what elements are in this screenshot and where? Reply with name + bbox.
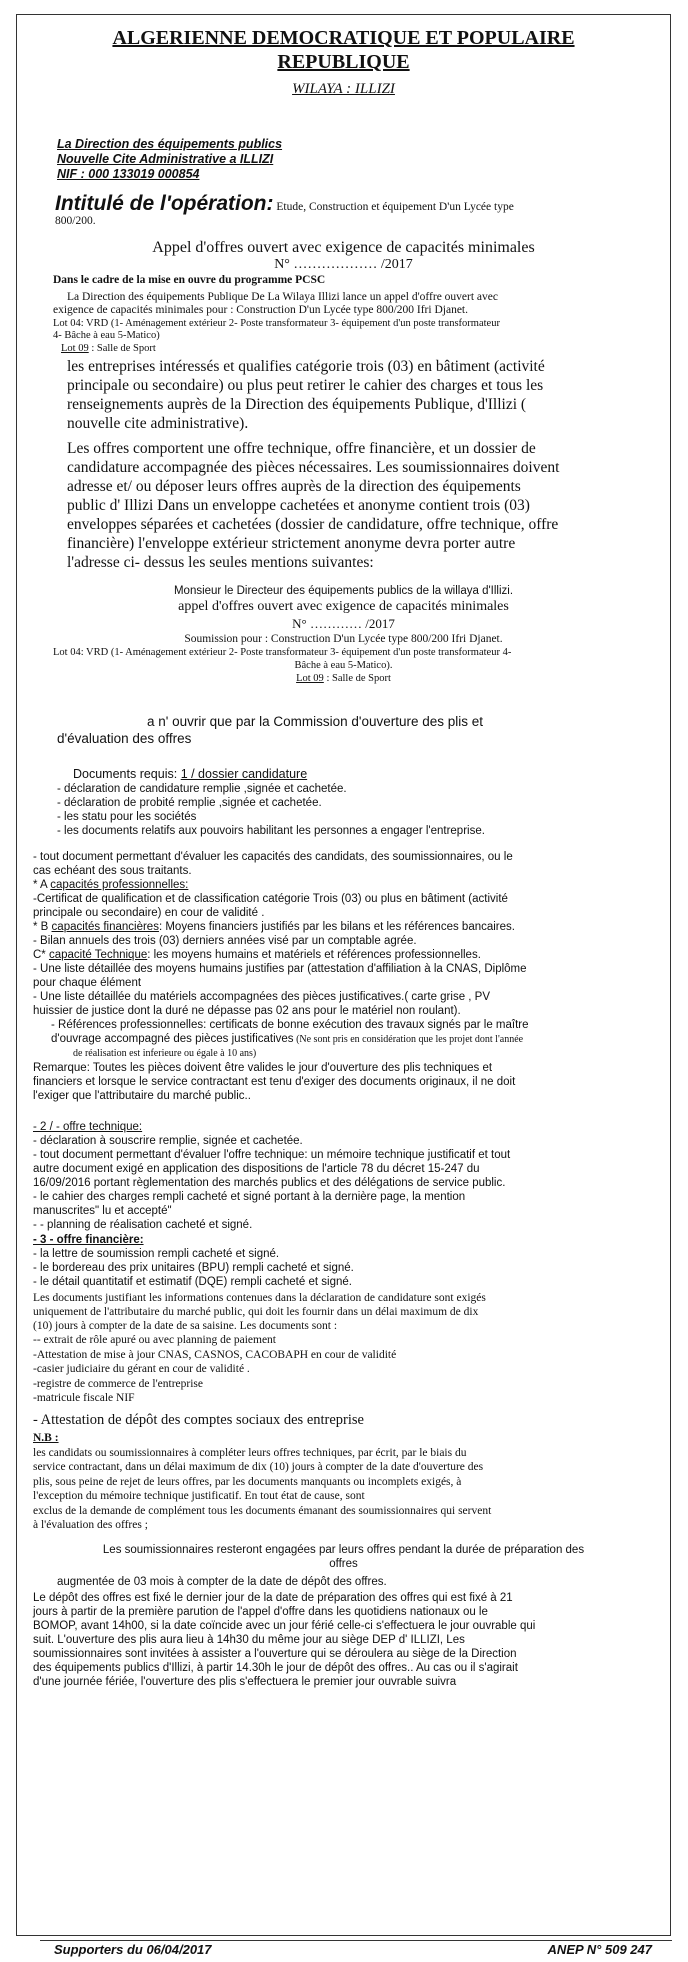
header-wilaya [17, 80, 670, 98]
offre-financiere-item: - la lettre de soumission rempli cacheté et signé. [33, 1248, 280, 1260]
header-title-line1: ALGERIENNE DEMOCRATIQUE ET POPULAIRE [112, 27, 575, 49]
offre-technique-section [33, 1120, 658, 1232]
nb-line: à l'évaluation des offres ; [33, 1519, 148, 1531]
envelope-line7 [17, 673, 670, 684]
envelope-line3: N° ………… /2017 [292, 616, 395, 631]
nb-heading: N.B : [33, 1432, 59, 1444]
operation-title [55, 193, 655, 218]
capacites-ref-line2-small: (Ne sont pris en considération que les projet dont l'année [293, 1034, 524, 1045]
capacites-prof-line: principale ou secondaire) en cour de validité . [33, 907, 265, 919]
para2-line: financière) l'enveloppe extérieur strictement anonyme devra porter autre [67, 535, 516, 552]
capacites-ref-line2 [33, 1032, 658, 1047]
footer-anep-number: ANEP N° 509 247 [547, 1942, 652, 1957]
envelope-line6: Bâche à eau 5-Matico). [294, 660, 393, 671]
appel-number: N° ……………… /2017 [274, 257, 413, 272]
documents-item: - déclaration de probité remplie ,signée et cachetée. [57, 797, 322, 809]
closing-line: suit. L'ouverture des plis aura lieu à 14h30 du même jour au siège DEP d' ILLIZI, Les [33, 1634, 465, 1646]
para2-line: adresse et/ ou déposer leurs offres auprès de la direction des équipements [67, 478, 521, 495]
lot09-label: Lot 09 [61, 343, 89, 354]
offre-technique-item: - tout document permettant d'évaluer l'offre technique: un mémoire technique justificatif et tout [33, 1149, 511, 1161]
appel-lot04-line1: Lot 04: VRD (1- Aménagement extérieur 2- Poste transformateur 3- équipement d'un poste transformateur [53, 318, 500, 329]
engagees-line2: offres [329, 1558, 358, 1570]
ouvrir-line1: a n' ouvrir que par la Commission d'ouverture des plis et [147, 714, 484, 729]
appel-lot04-line2: 4- Bâche à eau 5-Matico) [53, 330, 160, 341]
ouvrir-line2: d'évaluation des offres [57, 731, 192, 746]
capacites-section [33, 850, 658, 1103]
offre-technique-item: 16/09/2016 portant règlementation des marchés publics et des délégations de service public. [33, 1177, 506, 1189]
issuer-line2: Nouvelle Cite Administrative a ILLIZI [57, 152, 274, 166]
capacites-fin-heading-b: capacités financières [51, 921, 159, 933]
offre-technique-item: - le cahier des charges rempli cacheté et signé portant à la dernière page, la mention [33, 1191, 466, 1203]
operation-label: Intitulé de l'opération: [55, 192, 274, 215]
issuer-nif: NIF : 000 133019 000854 [57, 167, 200, 181]
closing-line: soumissionnaires sont invitées à assister a l'ouverture qui se déroulera au siège de la Direction [33, 1648, 517, 1660]
para2-line: candidature accompagnée des pièces nécessaires. Les soumissionnaires doivent [67, 459, 560, 476]
documents-list [57, 782, 657, 838]
footer-publication: Supporters du 06/04/2017 [54, 1942, 212, 1957]
capacites-tech-line: - Une liste détaillée du matériels accompagnées des pièces justificatives.( carte grise , PV [33, 991, 491, 1003]
offre-financiere-docs [33, 1333, 658, 1406]
nb-line: les candidats ou soumissionnaires à compléter leurs offres techniques, par écrit, par le biais du [33, 1446, 467, 1459]
para2-line: l'adresse ci- dessus les seules mentions suivantes: [67, 554, 374, 571]
capacites-tech-line: pour chaque élément [33, 977, 142, 989]
capacites-remarque-line: Remarque: Toutes les pièces doivent être valides le jour d'ouverture des plis techniques et [33, 1062, 493, 1074]
nb-line: plis, sous peine de rejet de leurs offres, par les documents manquants ou incomplets exigés, à [33, 1475, 462, 1488]
documents-heading [73, 767, 307, 781]
appel-cadre: Dans le cadre de la mise en ouvre du programme PCSC [53, 274, 326, 286]
envelope-line1: Monsieur le Directeur des équipements publics de la willaya d'Illizi. [173, 585, 514, 597]
para2-line: enveloppes séparées et cachetées (dossier de candidature, offre technique, offre [67, 516, 559, 533]
nb-line: service contractant, dans un délai maximum de dix (10) jours à compter de la date d'ouverture des [33, 1461, 484, 1473]
offre-technique-item: autre document exigé en application des dispositions de l'article 78 du décret 15-247 du [33, 1163, 480, 1175]
para1-line: nouvelle cite administrative). [67, 415, 249, 432]
nb-line: l'exception du mémoire technique justificatif. En tout état de cause, sont [33, 1490, 365, 1502]
envelope-lot09-label: Lot 09 [296, 673, 324, 684]
capacites-ref-line2-text: d'ouvrage accompagné des pièces justificatives [51, 1033, 294, 1045]
engagees-line3: augmentée de 03 mois à compter de la date de dépôt des offres. [57, 1576, 387, 1588]
footer-rule [40, 1940, 672, 1941]
offre-financiere-item: - le bordereau des prix unitaires (BPU) rempli cacheté et signé. [33, 1262, 354, 1274]
capacites-fin-heading [33, 920, 658, 934]
offre-technique-item: - - planning de réalisation cacheté et signé. [33, 1219, 253, 1231]
wilaya-text: WILAYA : ILLIZI [292, 81, 395, 97]
closing-line: BOMOP, avant 14h00, si la date coïncide avec un jour férié celle-ci s'effectuera le jour ouvrable qui [33, 1620, 536, 1632]
operation-text-line2: 800/200. [55, 215, 96, 227]
offre-financiere-section [33, 1233, 658, 1289]
capacites-fin-line: - Bilan annuels des trois (03) derniers années visé par un comptable agrée. [33, 935, 417, 947]
capacites-ref-line3: de réalisation est inferieure ou égale à 10 ans) [73, 1048, 257, 1059]
operation-text: Etude, Construction et équipement D'un Lycée type [273, 201, 514, 213]
closing-line: Le dépôt des offres est fixé le dernier jour de la date de préparation des offres qui est fixé à 21 [33, 1592, 513, 1604]
para-entreprises [67, 357, 657, 433]
documents-item: - les statu pour les sociétés [57, 811, 197, 823]
para1-line: renseignements auprès de la Direction des équipements Publique, d'Illizi ( [67, 396, 527, 413]
header-title-line2: REPUBLIQUE [277, 51, 410, 73]
nb-line: exclus de la demande de complément tous les documents émanant des soumissionnaires qui servent [33, 1504, 492, 1517]
capacites-tech-line: - Une liste détaillée des moyens humains justifies par (attestation d'affiliation à la CNAS, Diplôme [33, 963, 527, 975]
para-offres [67, 439, 657, 572]
documents-heading-prefix: Documents requis: [73, 767, 181, 781]
offre-technique-heading: - 2 / - offre technique: [33, 1121, 143, 1133]
envelope-lot09-text: : Salle de Sport [323, 673, 391, 684]
closing-line: jours à partir de la première parution de l'appel d'offre dans les quotidiens nationaux ou le [33, 1606, 488, 1618]
para1-line: les entreprises intéressés et qualifies catégorie trois (03) en bâtiment (activité [67, 358, 545, 375]
envelope-line4: Soumission pour : Construction D'un Lycée type 800/200 Ifri Djanet. [184, 633, 503, 645]
capacites-fin-heading-a: * B [33, 921, 52, 933]
notice-frame [16, 14, 671, 1936]
justif-line: uniquement de l'attributaire du marché public, qui doit les fournir dans un délai maximum de dix [33, 1306, 479, 1318]
justif-doc: -matricule fiscale NIF [33, 1392, 135, 1404]
capacites-remarque-line: financiers et lorsque le service contractant est tenu d'exiger des documents originaux, il ne doit [33, 1076, 516, 1088]
offre-technique-item: - déclaration à souscrire remplie, signée et cachetée. [33, 1135, 303, 1147]
documents-heading-underlined: 1 / dossier candidature [180, 767, 308, 781]
capacites-fin-heading-c: : Moyens financiers justifiés par les bilans et les références bancaires. [158, 921, 515, 933]
capacites-tech-heading-c: : les moyens humains et matériels et références professionnelles. [147, 949, 481, 961]
capacites-tech-heading-b: capacité Technique [48, 949, 148, 961]
engagees-line1: Les soumissionnaires resteront engagées par leurs offres pendant la durée de préparation des [102, 1544, 585, 1556]
appel-lot09 [61, 343, 156, 354]
lot09-text: : Salle de Sport [88, 343, 156, 354]
documents-item: - les documents relatifs aux pouvoirs habilitant les personnes a engager l'entreprise. [57, 825, 485, 837]
offre-technique-item: manuscrites" lu et accepté" [33, 1205, 172, 1217]
capacites-tech-heading [33, 948, 658, 962]
capacites-tech-line: huissier de justice dont la duré ne dépasse pas 02 ans pour le matériel non roulant). [33, 1005, 461, 1017]
para2-line: public d' Illizi Dans un enveloppe cachetées et anonyme contient trois (03) [67, 497, 530, 514]
offre-financiere-heading: - 3 - offre financière: [33, 1234, 144, 1246]
capacites-prof-heading-b: capacités professionnelles: [50, 879, 189, 891]
page-footer [40, 1940, 672, 1960]
justif-doc: -Attestation de mise à jour CNAS, CASNOS, CACOBAPH en cour de validité [33, 1348, 397, 1361]
documents-item: - déclaration de candidature remplie ,signée et cachetée. [57, 783, 347, 795]
para2-line: Les offres comportent une offre technique, offre financière, et un dossier de [67, 440, 536, 457]
appel-intro-line2: exigence de capacités minimales pour : Construction D'un Lycée type 800/200 Ifri Djanet. [53, 304, 468, 316]
justif-doc: -casier judiciaire du gérant en cour de validité . [33, 1363, 250, 1375]
closing-section [33, 1591, 658, 1689]
capacites-remarque-line: l'exiger que l'attributaire du marché public.. [33, 1090, 251, 1102]
depot-comptes: - Attestation de dépôt des comptes sociaux des entreprise [33, 1412, 364, 1428]
closing-line: des équipements publics d'Illizi, à partir 14.30h le jour de dépôt des offres.. Au cas ou il s'agirait [33, 1662, 518, 1674]
justif-line: (10) jours à compter de la date de sa saisine. Les documents sont : [33, 1320, 338, 1332]
nb-section [33, 1431, 658, 1533]
capacites-tech-heading-a: C* [33, 949, 49, 961]
closing-line: d'une journée fériée, l'ouverture des plis s'effectuera le premier jour ouvrable suivra [33, 1676, 457, 1688]
para1-line: principale ou secondaire) ou plus peut retirer le cahier des charges et tous les [67, 377, 544, 394]
justif-line: Les documents justifiant les informations contenues dans la déclaration de candidature sont exigés [33, 1292, 486, 1304]
offre-financiere-justif [33, 1291, 658, 1333]
capacites-prof-line: -Certificat de qualification et de classification catégorie Trois (03) ou plus en bâtiment (activité [33, 893, 508, 905]
envelope-line2: appel d'offres ouvert avec exigence de capacités minimales [178, 599, 509, 614]
capacites-intro-line: - tout document permettant d'évaluer les capacités des candidats, des soumissionnaires, ou le [33, 851, 513, 863]
justif-doc: -- extrait de rôle apuré ou avec planning de paiement [33, 1334, 276, 1346]
capacites-intro-line: cas echéant des sous traitants. [33, 865, 192, 877]
offre-financiere-item: - le détail quantitatif et estimatif (DQE) rempli cacheté et signé. [33, 1276, 352, 1288]
capacites-prof-heading [33, 878, 658, 892]
appel-intro-line1: La Direction des équipements Publique De La Wilaya Illizi lance un appel d'offre ouvert avec [67, 291, 498, 303]
justif-doc: -registre de commerce de l'entreprise [33, 1377, 204, 1390]
capacites-ref-line: - Références professionnelles: certificats de bonne exécution des travaux signés par le maître [51, 1019, 529, 1031]
capacites-prof-heading-a: * A [33, 879, 51, 891]
appel-title: Appel d'offres ouvert avec exigence de capacités minimales [152, 239, 535, 256]
envelope-line5: Lot 04: VRD (1- Aménagement extérieur 2- Poste transformateur 3- équipement d'un poste transformateur 4- [53, 647, 512, 658]
issuer-line1: La Direction des équipements publics [57, 137, 283, 151]
